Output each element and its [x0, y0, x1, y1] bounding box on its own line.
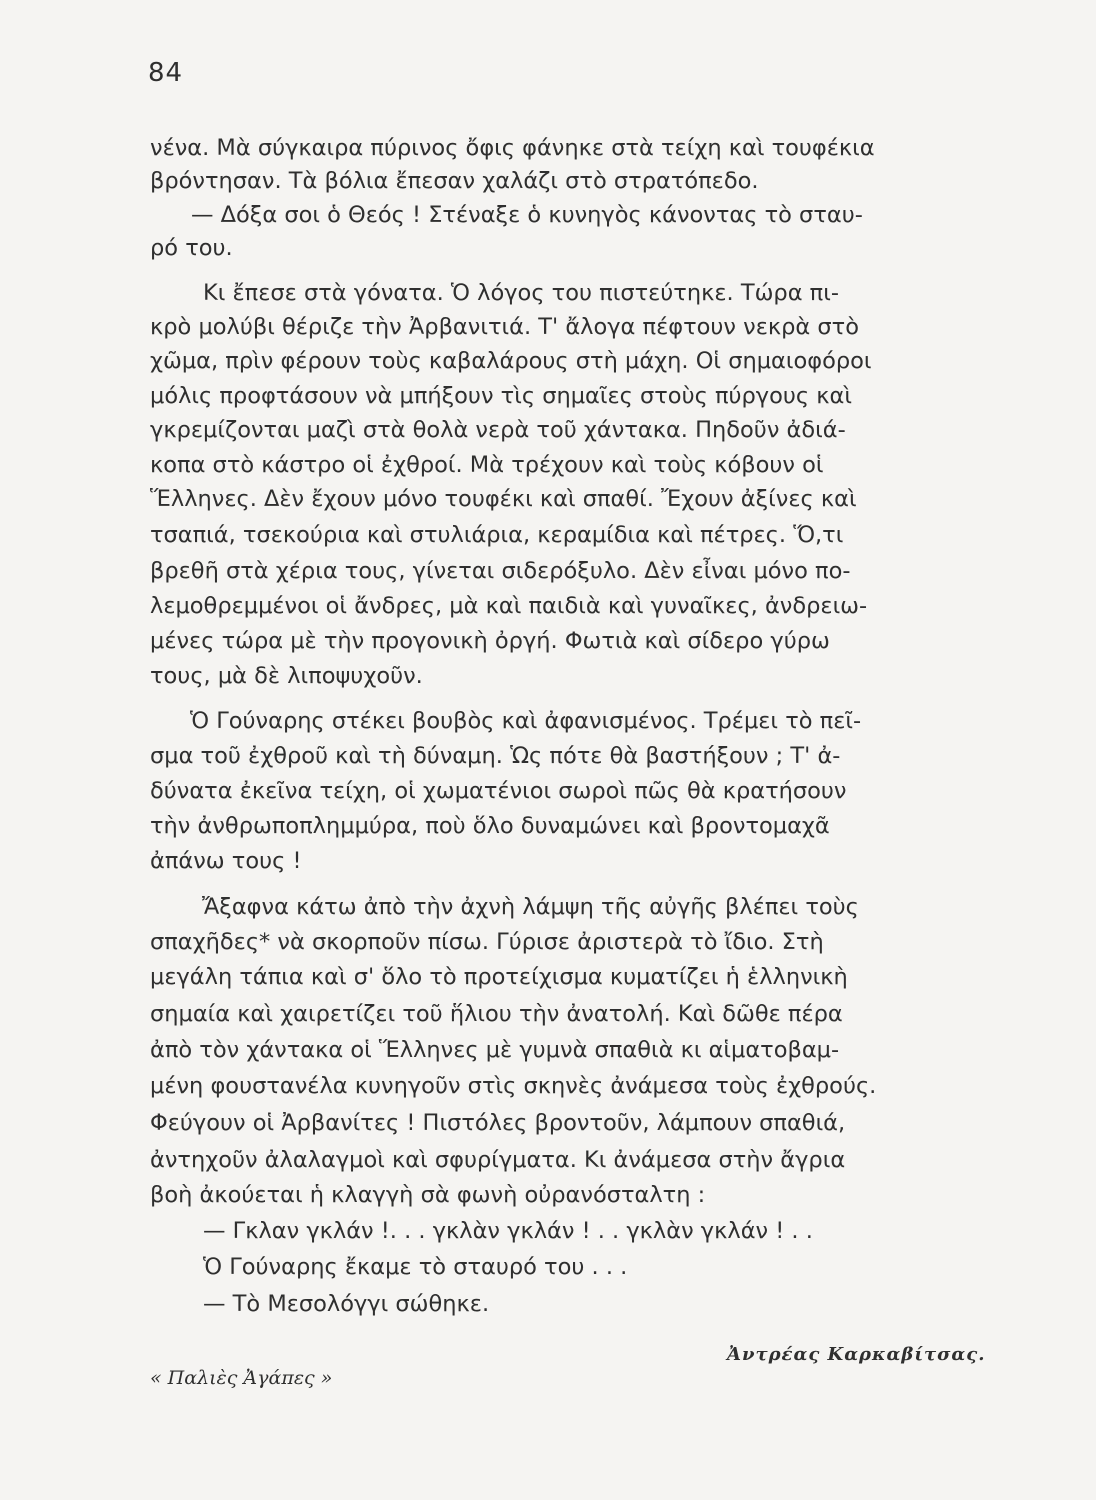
text-line: δύνατα ἐκεῖνα τείχη, οἱ χωματένιοι σωροὶ πῶς θὰ κρατήσουν: [150, 778, 847, 804]
text-line: νένα. Μὰ σύγκαιρα πύρινος ὄφις φάνηκε στὰ τείχη καὶ τουφέκια: [150, 135, 875, 161]
text-line: μένες τώρα μὲ τὴν προγονικὴ ὀργή. Φωτιὰ καὶ σίδερο γύρω: [150, 628, 830, 654]
text-line: βρεθῆ στὰ χέρια τους, γίνεται σιδερόξυλο. Δὲν εἶναι μόνο πο-: [150, 558, 851, 584]
text-line: τὴν ἀνθρωποπλημμύρα, ποὺ ὅλο δυναμώνει καὶ βροντομαχᾶ: [150, 813, 830, 839]
text-line: Κι ἔπεσε στὰ γόνατα. Ὁ λόγος του πιστεύτηκε. Τώρα πι-: [203, 280, 839, 306]
text-line: λεμοθρεμμένοι οἱ ἄνδρες, μὰ καὶ παιδιὰ καὶ γυναῖκες, ἀνδρειω-: [150, 593, 868, 619]
text-line: μόλις προφτάσουν νὰ μπήξουν τὶς σημαῖες στοὺς πύργους καὶ: [150, 383, 852, 409]
text-line: Ἄξαφνα κάτω ἀπὸ τὴν ἀχνὴ λάμψη τῆς αὐγῆς βλέπει τοὺς: [202, 894, 859, 920]
text-line: τσαπιά, τσεκούρια καὶ στυλιάρια, κεραμίδια καὶ πέτρες. Ὅ,τι: [150, 522, 844, 548]
text-line: βοὴ ἀκούεται ἡ κλαγγὴ σὰ φωνὴ οὐρανόσταλτη :: [150, 1182, 706, 1208]
text-line: γκρεμίζονται μαζὶ στὰ θολὰ νερὰ τοῦ χάντακα. Πηδοῦν ἀδιά-: [150, 417, 846, 443]
text-line: Φεύγουν οἱ Ἀρβανίτες ! Πιστόλες βροντοῦν, λάμπουν σπαθιά,: [150, 1110, 846, 1136]
text-line: κοπα στὸ κάστρο οἱ ἐχθροί. Μὰ τρέχουν καὶ τοὺς κόβουν οἱ: [150, 452, 824, 478]
text-line: — Δόξα σοι ὁ Θεός ! Στέναξε ὁ κυνηγὸς κάνοντας τὸ σταυ-: [191, 202, 863, 228]
text-line: ἀπάνω τους !: [150, 848, 302, 874]
text-line: βρόντησαν. Τὰ βόλια ἔπεσαν χαλάζι στὸ στρατόπεδο.: [150, 168, 759, 194]
text-line: μένη φουστανέλα κυνηγοῦν στὶς σκηνὲς ἀνάμεσα τοὺς ἐχθρούς.: [150, 1073, 877, 1099]
page-number: 84: [148, 58, 184, 88]
text-line: ρό του.: [150, 235, 233, 261]
text-line: ἀπὸ τὸν χάντακα οἱ Ἕλληνες μὲ γυμνὰ σπαθιὰ κι αἱματοβαμ-: [150, 1037, 840, 1063]
text-line: Ὁ Γούναρης ἔκαμε τὸ σταυρό του . . .: [203, 1254, 628, 1280]
text-line: Ὁ Γούναρης στέκει βουβὸς καὶ ἀφανισμένος. Τρέμει τὸ πεῖ-: [190, 708, 862, 734]
text-line: κρὸ μολύβι θέριζε τὴν Ἀρβανιτιά. Τ' ἄλογα πέφτουν νεκρὰ στὸ: [150, 314, 859, 340]
text-line: ἀντηχοῦν ἀλαλαγμοὶ καὶ σφυρίγματα. Κι ἀνάμεσα στὴν ἄγρια: [150, 1147, 846, 1173]
text-line: Ἕλληνες. Δὲν ἔχουν μόνο τουφέκι καὶ σπαθί. Ἔχουν ἀξίνες καὶ: [150, 486, 857, 512]
text-line: σμα τοῦ ἐχθροῦ καὶ τὴ δύναμη. Ὡς πότε θὰ βαστήξουν ; Τ' ἀ-: [150, 743, 841, 769]
author-signature: Ἀντρέας Καρκαβίτσας.: [727, 1344, 986, 1365]
text-line: σημαία καὶ χαιρετίζει τοῦ ἥλιου τὴν ἀνατολή. Καὶ δῶθε πέρα: [150, 1001, 843, 1027]
text-line: χῶμα, πρὶν φέρουν τοὺς καβαλάρους στὴ μάχη. Οἱ σημαιοφόροι: [150, 348, 872, 374]
text-line: — Τὸ Μεσολόγγι σώθηκε.: [203, 1291, 490, 1317]
source-citation: « Παλιὲς Ἀγάπες »: [150, 1367, 333, 1389]
text-line: — Γκλαν γκλάν !. . . γκλὰν γκλάν ! . . γκλὰν γκλάν ! . .: [203, 1218, 813, 1244]
text-line: τους, μὰ δὲ λιποψυχοῦν.: [150, 663, 423, 689]
text-line: σπαχῆδες* νὰ σκορποῦν πίσω. Γύρισε ἀριστερὰ τὸ ἴδιο. Στὴ: [150, 929, 824, 955]
text-line: μεγάλη τάπια καὶ σ' ὅλο τὸ προτείχισμα κυματίζει ἡ ἑλληνικὴ: [150, 964, 848, 990]
